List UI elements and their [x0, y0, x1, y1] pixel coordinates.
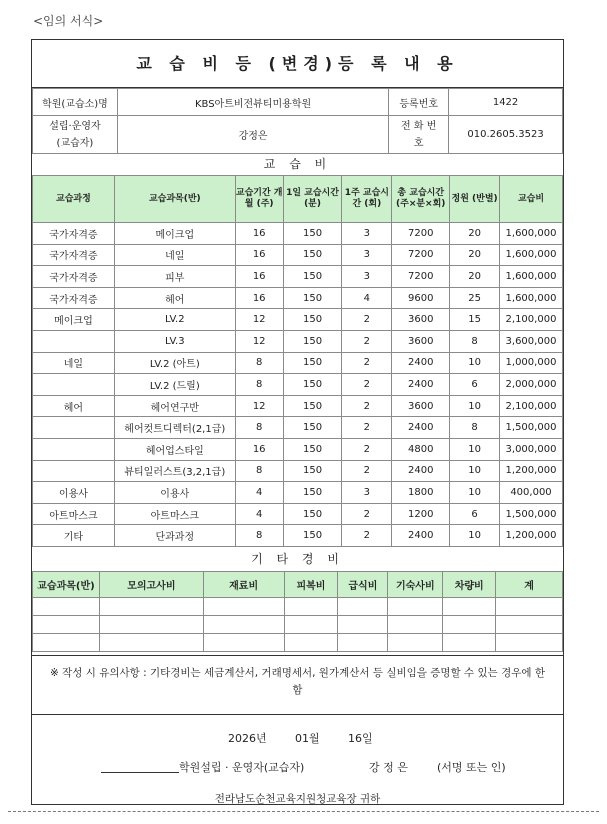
fee-cell-subject: LV.2	[114, 309, 235, 331]
other-expenses-section-title: 기 타 경 비	[251, 552, 344, 566]
academy-name-value: KBS아트비전뷰티미용학원	[117, 89, 388, 116]
fee-cell-subject: 뷰티일러스트(3,2,1급)	[114, 460, 235, 482]
fee-row	[33, 482, 563, 504]
recipient-footer: 전라남도순천교육지원청교육장 귀하	[214, 793, 381, 805]
fee-cell-fee: 2,100,000	[499, 395, 562, 417]
fee-cell-period: 8	[235, 374, 283, 396]
fee-cell-daily: 150	[283, 374, 342, 396]
fee-cell-daily: 150	[283, 309, 342, 331]
phone-label-line2: 호	[413, 137, 424, 149]
fee-cell-daily: 150	[283, 438, 342, 460]
fee-cell-total: 3600	[392, 395, 450, 417]
phone-label	[389, 116, 449, 154]
fee-cell-capacity: 20	[450, 244, 500, 266]
fee-cell-daily: 150	[283, 417, 342, 439]
fee-cell-course: 국가자격증	[33, 223, 115, 245]
other-expenses-row	[33, 616, 563, 634]
fee-cell-weekly: 3	[342, 223, 392, 245]
other-expenses-header-cell: 모의고사비	[99, 572, 203, 598]
fee-cell-period: 4	[235, 503, 283, 525]
fee-row	[33, 525, 563, 547]
fee-cell-course	[33, 374, 115, 396]
fee-cell-weekly: 2	[342, 395, 392, 417]
fee-cell-total: 1800	[392, 482, 450, 504]
fee-cell-subject: LV.2 (아트)	[114, 352, 235, 374]
fee-cell-weekly: 2	[342, 309, 392, 331]
fee-cell-fee: 2,100,000	[499, 309, 562, 331]
fee-cell-weekly: 2	[342, 374, 392, 396]
cut-line	[8, 811, 599, 812]
fee-cell-period: 8	[235, 417, 283, 439]
fee-row	[33, 460, 563, 482]
date-day: 16일	[348, 732, 373, 745]
fee-cell-daily: 150	[283, 330, 342, 352]
fee-row	[33, 395, 563, 417]
fee-cell-capacity: 20	[450, 223, 500, 245]
fee-cell-fee: 1,200,000	[499, 525, 562, 547]
fee-cell-capacity: 6	[450, 374, 500, 396]
form-frame	[31, 39, 564, 805]
fee-cell-subject: LV.2 (드릴)	[114, 374, 235, 396]
fees-section-title: 교 습 비	[263, 157, 332, 171]
fee-cell-capacity: 15	[450, 309, 500, 331]
fee-cell-capacity: 8	[450, 417, 500, 439]
fee-row	[33, 503, 563, 525]
fee-cell-course: 국가자격증	[33, 244, 115, 266]
fee-cell-daily: 150	[283, 266, 342, 288]
fee-row	[33, 330, 563, 352]
fee-cell-capacity: 10	[450, 482, 500, 504]
fee-cell-course: 메이크업	[33, 309, 115, 331]
fee-cell-course	[33, 438, 115, 460]
fee-cell-weekly: 3	[342, 266, 392, 288]
fee-cell-fee: 1,500,000	[499, 503, 562, 525]
fee-cell-fee: 1,000,000	[499, 352, 562, 374]
fee-row	[33, 417, 563, 439]
fee-cell-period: 12	[235, 330, 283, 352]
fee-cell-course	[33, 460, 115, 482]
fee-cell-total: 7200	[392, 244, 450, 266]
fee-row	[33, 223, 563, 245]
fees-body	[33, 223, 563, 547]
fee-cell-course: 아트마스크	[33, 503, 115, 525]
fee-cell-total: 2400	[392, 374, 450, 396]
fee-cell-total: 3600	[392, 309, 450, 331]
fee-cell-total: 7200	[392, 266, 450, 288]
fee-cell-subject: LV.3	[114, 330, 235, 352]
fee-cell-period: 8	[235, 352, 283, 374]
fee-cell-period: 16	[235, 266, 283, 288]
fees-header-weekly: 1주 교습시간 (회)	[342, 176, 392, 223]
signature-name: 강 정 은	[369, 761, 408, 774]
fees-header-row	[33, 176, 563, 223]
fee-cell-period: 8	[235, 460, 283, 482]
other-expenses-header-cell: 계	[496, 572, 563, 598]
signature-seal-label: (서명 또는 인)	[437, 761, 506, 774]
fee-cell-total: 2400	[392, 460, 450, 482]
fee-cell-capacity: 25	[450, 287, 500, 309]
fee-row	[33, 438, 563, 460]
fee-cell-capacity: 6	[450, 503, 500, 525]
fee-cell-period: 16	[235, 223, 283, 245]
fee-row	[33, 287, 563, 309]
fee-cell-daily: 150	[283, 482, 342, 504]
fee-cell-course: 헤어	[33, 395, 115, 417]
phone-value: 010.2605.3523	[449, 116, 563, 154]
fee-cell-daily: 150	[283, 395, 342, 417]
fee-cell-course	[33, 417, 115, 439]
fee-cell-period: 12	[235, 309, 283, 331]
phone-label-line1: 전 화 번	[401, 120, 437, 132]
founder-label	[33, 116, 118, 154]
reg-number-label: 등록번호	[389, 89, 449, 116]
fee-cell-weekly: 2	[342, 503, 392, 525]
fee-cell-course	[33, 330, 115, 352]
other-expenses-table	[32, 571, 563, 652]
fee-cell-weekly: 2	[342, 525, 392, 547]
other-expenses-header-row	[33, 572, 563, 598]
form-caption: <임의 서식>	[33, 14, 104, 28]
founder-label-line1: 설립·운영자	[49, 120, 101, 132]
fees-header-daily: 1일 교습시간 (분)	[283, 176, 342, 223]
fee-cell-subject: 헤어컷트디렉터(2,1급)	[114, 417, 235, 439]
fee-cell-fee: 1,600,000	[499, 266, 562, 288]
founder-value: 강정은	[117, 116, 388, 154]
other-expenses-header-cell: 교습과목(반)	[33, 572, 100, 598]
fee-cell-subject: 단과과정	[114, 525, 235, 547]
fees-header-capacity: 정원 (반별)	[450, 176, 500, 223]
other-expenses-header-cell: 차량비	[443, 572, 496, 598]
other-expenses-row	[33, 598, 563, 616]
fee-cell-period: 16	[235, 244, 283, 266]
fee-cell-daily: 150	[283, 287, 342, 309]
fee-cell-course: 국가자격증	[33, 287, 115, 309]
fee-cell-weekly: 2	[342, 438, 392, 460]
fee-cell-course: 이용사	[33, 482, 115, 504]
signature-blank	[101, 772, 179, 773]
fee-cell-daily: 150	[283, 503, 342, 525]
fees-table	[32, 175, 563, 547]
fee-cell-fee: 1,200,000	[499, 460, 562, 482]
fee-cell-weekly: 2	[342, 330, 392, 352]
fee-cell-capacity: 20	[450, 266, 500, 288]
fee-cell-weekly: 4	[342, 287, 392, 309]
fee-cell-weekly: 3	[342, 482, 392, 504]
date-year: 2026년	[228, 732, 267, 745]
fee-cell-subject: 헤어연구반	[114, 395, 235, 417]
fees-header-subject: 교습과목(반)	[114, 176, 235, 223]
other-expenses-header-cell: 재료비	[203, 572, 284, 598]
fee-cell-fee: 1,600,000	[499, 287, 562, 309]
fee-cell-daily: 150	[283, 223, 342, 245]
fee-cell-total: 7200	[392, 223, 450, 245]
fee-row	[33, 374, 563, 396]
fee-cell-subject: 헤어업스타일	[114, 438, 235, 460]
fee-cell-period: 12	[235, 395, 283, 417]
fee-cell-capacity: 10	[450, 395, 500, 417]
fee-cell-capacity: 8	[450, 330, 500, 352]
fee-cell-capacity: 10	[450, 460, 500, 482]
fee-row	[33, 352, 563, 374]
academy-info-table	[32, 88, 563, 154]
fee-cell-subject: 피부	[114, 266, 235, 288]
fee-cell-subject: 네일	[114, 244, 235, 266]
fee-cell-total: 4800	[392, 438, 450, 460]
fee-cell-weekly: 2	[342, 352, 392, 374]
fee-cell-period: 8	[235, 525, 283, 547]
fee-cell-daily: 150	[283, 460, 342, 482]
fees-header-fee: 교습비	[499, 176, 562, 223]
fee-cell-daily: 150	[283, 352, 342, 374]
fee-cell-fee: 1,600,000	[499, 223, 562, 245]
fee-cell-capacity: 10	[450, 352, 500, 374]
fee-cell-subject: 아트마스크	[114, 503, 235, 525]
fee-cell-subject: 헤어	[114, 287, 235, 309]
other-expenses-header-cell: 기숙사비	[388, 572, 443, 598]
fee-cell-total: 1200	[392, 503, 450, 525]
founder-label-line2: (교습자)	[56, 137, 94, 149]
other-expenses-row	[33, 634, 563, 652]
fee-cell-course: 네일	[33, 352, 115, 374]
fee-cell-total: 2400	[392, 352, 450, 374]
fee-cell-fee: 1,600,000	[499, 244, 562, 266]
fee-cell-daily: 150	[283, 525, 342, 547]
fee-cell-period: 16	[235, 287, 283, 309]
fee-cell-weekly: 2	[342, 417, 392, 439]
fee-cell-fee: 3,600,000	[499, 330, 562, 352]
fees-header-course: 교습과정	[33, 176, 115, 223]
fees-header-total: 총 교습시간 (주×분×회)	[392, 176, 450, 223]
fee-cell-total: 2400	[392, 417, 450, 439]
fee-row	[33, 266, 563, 288]
fee-cell-daily: 150	[283, 244, 342, 266]
fee-cell-capacity: 10	[450, 525, 500, 547]
fee-cell-subject: 메이크업	[114, 223, 235, 245]
notice-text: ※ 작성 시 유의사항 : 기타경비는 세금계산서, 거래명세서, 원가계산서 등 실비임을 증명할 수 있는 경우에 한함	[32, 655, 563, 715]
fee-cell-subject: 이용사	[114, 482, 235, 504]
fee-row	[33, 309, 563, 331]
reg-number-value: 1422	[449, 89, 563, 116]
form-title: 교 습 비 등 (변경)등 록 내 용	[32, 40, 563, 88]
fee-cell-total: 2400	[392, 525, 450, 547]
fee-cell-course: 국가자격증	[33, 266, 115, 288]
fee-cell-weekly: 3	[342, 244, 392, 266]
fee-cell-capacity: 10	[450, 438, 500, 460]
fee-cell-weekly: 2	[342, 460, 392, 482]
fee-cell-fee: 2,000,000	[499, 374, 562, 396]
fee-cell-period: 4	[235, 482, 283, 504]
date-month: 01월	[295, 732, 320, 745]
fee-cell-fee: 3,000,000	[499, 438, 562, 460]
signature-role: 학원설립 · 운영자(교습자)	[179, 761, 305, 774]
other-expenses-header-cell: 급식비	[338, 572, 388, 598]
fee-cell-total: 3600	[392, 330, 450, 352]
fee-cell-fee: 1,500,000	[499, 417, 562, 439]
fee-cell-course: 기타	[33, 525, 115, 547]
fees-header-period: 교습기간 개월 (주)	[235, 176, 283, 223]
fee-cell-period: 16	[235, 438, 283, 460]
fee-cell-total: 9600	[392, 287, 450, 309]
fee-cell-fee: 400,000	[499, 482, 562, 504]
fee-row	[33, 244, 563, 266]
academy-name-label: 학원(교습소)명	[33, 89, 118, 116]
other-expenses-header-cell: 피복비	[284, 572, 338, 598]
